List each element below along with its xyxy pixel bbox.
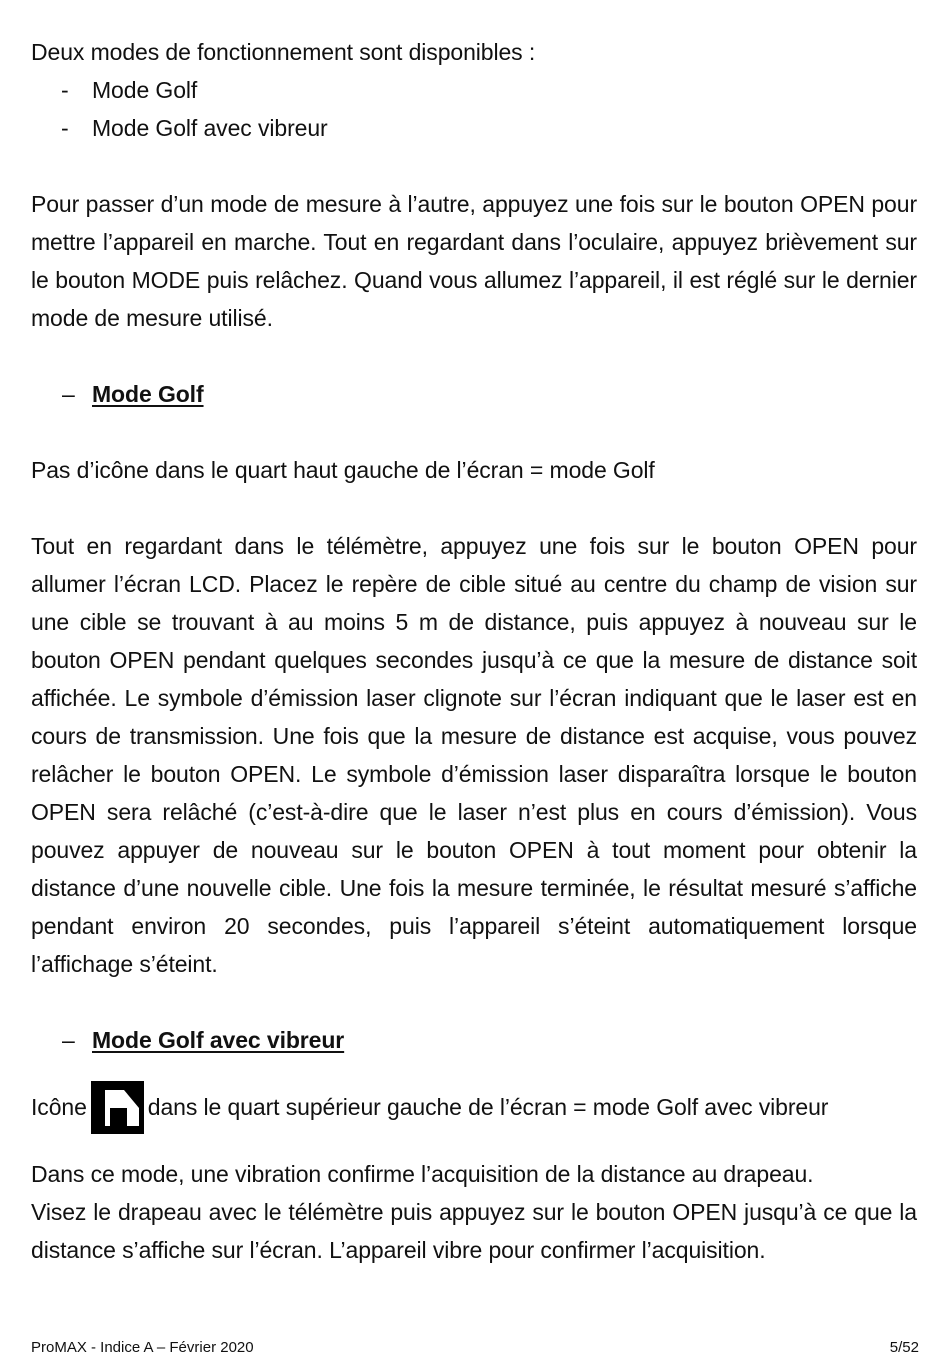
- document-page: [31, 33, 917, 1269]
- list-item: [31, 71, 917, 109]
- section-heading-golf: [31, 375, 917, 413]
- golf-mode-paragraph: Tout en regardant dans le télémètre, appuyez une fois sur le bouton OPEN pour allumer l’écran LCD. Placez le repère de cible situé au centre du champ de vision sur une cible se trouvant à au moins 5 m de distance, puis appuyez à nouveau sur le bouton OPEN pendant quelques secondes jusqu’à ce que la mesure de distance soit affichée. Le symbole d’émission laser clignote sur l’écran indiquant que le laser est en cours de transmission. Une fois que la mesure de distance est acquise, vous pouvez relâcher le bouton OPEN. Le symbole d’émission laser disparaîtra lorsque le bouton OPEN sera relâché (c’est-à-dire que le laser n’est plus en cours d’émission). Vous pouvez appuyer de nouveau sur le bouton OPEN à tout moment pour obtenir la distance d’une nouvelle cible. Une fois la mesure terminée, le résultat mesuré s’affiche pendant environ 20 secondes, puis l’appareil s’éteint automatiquement lorsque l’affichage s’éteint.: [31, 533, 917, 977]
- golf-icon-note: Pas d’icône dans le quart haut gauche de l’écran = mode Golf: [31, 457, 655, 483]
- icon-prefix: Icône: [31, 1094, 87, 1120]
- page-footer: [31, 1338, 919, 1358]
- vibreur-paragraph: Visez le drapeau avec le télémètre puis appuyez sur le bouton OPEN jusqu’à ce que la distance s’affiche sur l’écran. L’appareil vibre pour confirmer l’acquisition.: [31, 1199, 917, 1263]
- icon-suffix: dans le quart supérieur gauche de l’écran = mode Golf avec vibreur: [147, 1094, 829, 1120]
- bullet-text-golf: Mode Golf: [92, 77, 198, 103]
- flag-icon: [91, 1081, 144, 1134]
- page-number: 5/52: [889, 1339, 919, 1356]
- switch-mode-paragraph: Pour passer d’un mode de mesure à l’autre, appuyez une fois sur le bouton OPEN pour mettre l’appareil en marche. Tout en regardant dans l’oculaire, appuyez brièvement sur le bouton MODE puis relâchez. Quand vous allumez l’appareil, il est réglé sur le dernier mode de mesure utilisé.: [31, 191, 917, 331]
- heading-text: Mode Golf: [92, 381, 204, 407]
- heading-dash: –: [62, 381, 75, 407]
- bullet-dash: -: [61, 77, 69, 103]
- vibreur-icon-line: [31, 1079, 917, 1135]
- list-item: [31, 109, 917, 147]
- heading-dash: –: [62, 1027, 75, 1053]
- section-heading-vibreur: [31, 1021, 917, 1059]
- intro-text: Deux modes de fonctionnement sont disponibles :: [31, 39, 536, 65]
- bullet-dash: -: [61, 115, 69, 141]
- footer-document-info: ProMAX - Indice A – Février 2020: [31, 1339, 254, 1356]
- heading-text: Mode Golf avec vibreur: [92, 1027, 345, 1053]
- bullet-text-golf-vibreur: Mode Golf avec vibreur: [92, 115, 328, 141]
- vibreur-line-1: Dans ce mode, une vibration confirme l’acquisition de la distance au drapeau.: [31, 1161, 814, 1187]
